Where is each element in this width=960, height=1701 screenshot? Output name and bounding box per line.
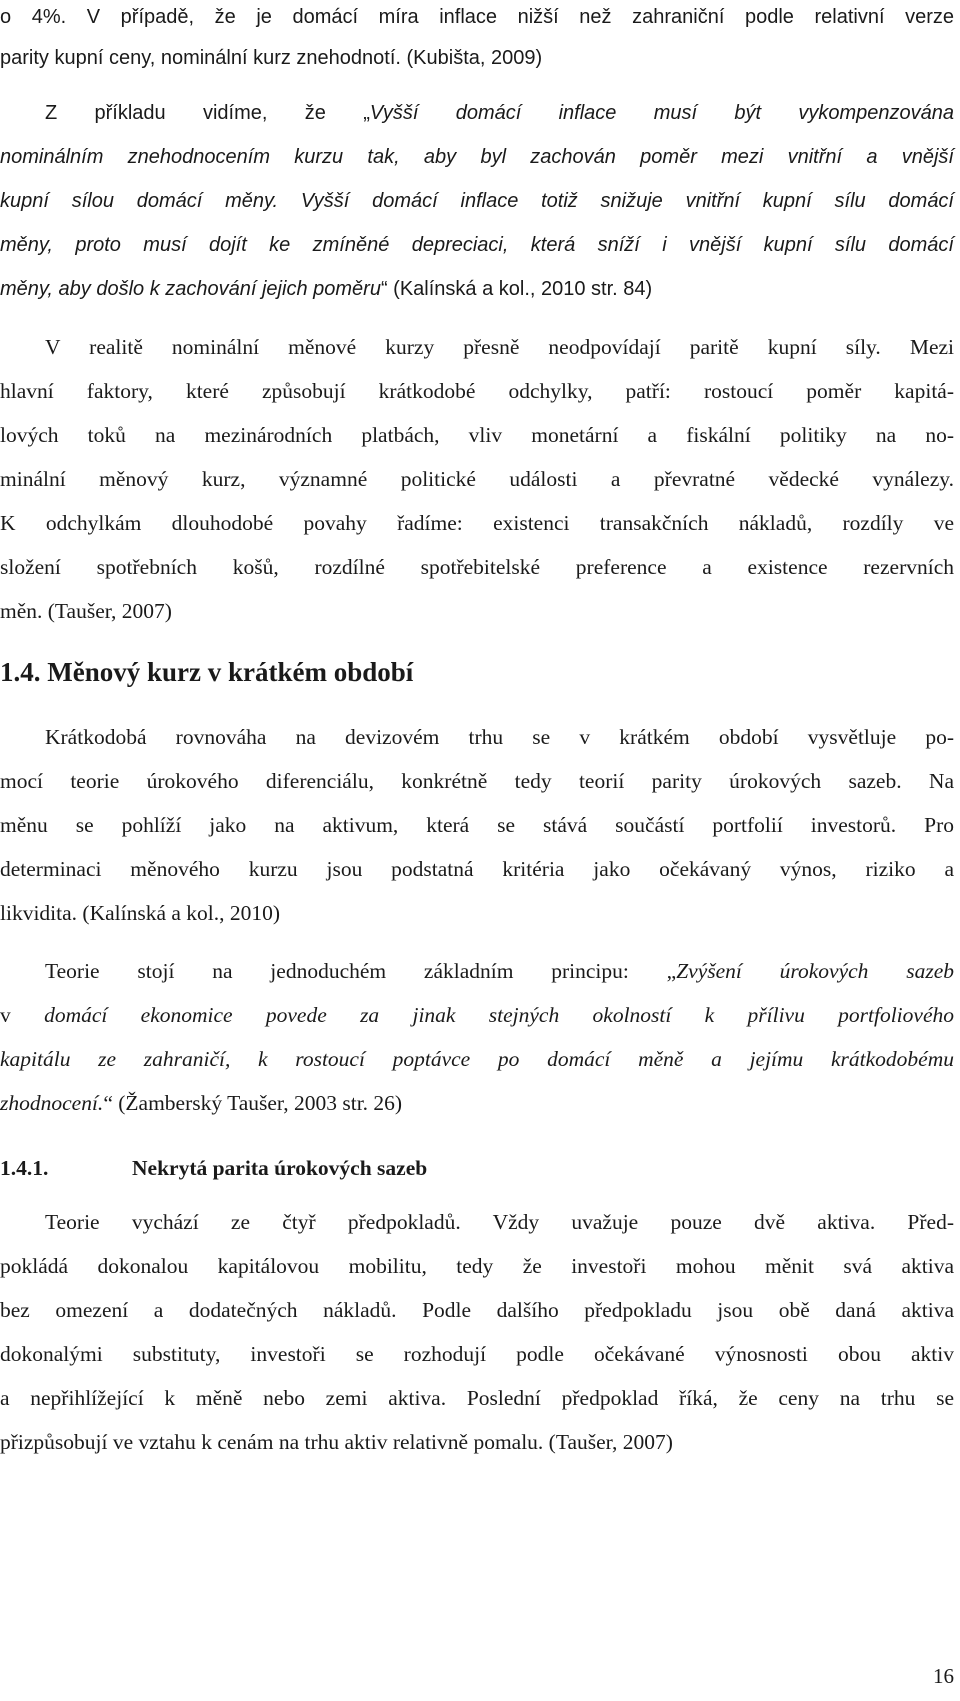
quote-italic: domácí ekonomice povede za jinak stejných okolností k přílivu portfoliového — [44, 1003, 954, 1027]
quote-line: kapitálu ze zahraničí, k rostoucí poptávce po domácí měně a jejímu krátkodobému — [0, 1047, 954, 1071]
text-line: měnu se pohlíží jako na aktivum, která se stává součástí portfolií investorů. Pro — [0, 813, 954, 837]
page-number: 16 — [933, 1664, 954, 1688]
section-heading: 1.4. Měnový kurz v krátkém období — [0, 657, 414, 687]
text-line: lových toků na mezinárodních platbách, vliv monetární a fiskální politiky na no- — [0, 423, 954, 447]
text-span: Z příkladu vidíme, že „ — [45, 102, 370, 124]
text-line: a nepřihlížející k měně nebo zemi aktiva. Poslední předpoklad říká, že ceny na trhu se — [0, 1386, 954, 1410]
text-line: likvidita. (Kalínská a kol., 2010) — [0, 901, 281, 925]
text-line: Krátkodobá rovnováha na devizovém trhu se v krátkém období vysvětluje po- — [45, 725, 954, 749]
text-line: minální měnový kurz, významné politické události a převratné vědecké vynálezy. — [0, 467, 954, 491]
quote-line: kupní sílou domácí měny. Vyšší domácí inflace totiž snižuje vnitřní kupní sílu domácí — [0, 190, 954, 212]
subsection-heading — [0, 1153, 954, 1183]
subsection-number: 1.4.1. — [0, 1156, 49, 1180]
quote-line: měny, proto musí dojít ke zmíněné depreciaci, která sníží i vnější kupní sílu domácí — [0, 234, 954, 256]
quote-line — [0, 1000, 954, 1030]
text-line — [0, 98, 954, 128]
text-span: v — [0, 1003, 45, 1027]
quote-italic: Zvýšení úrokových sazeb — [676, 959, 954, 983]
text-line: složení spotřebních košů, rozdílné spotřebitelské preference a existence rezervních — [0, 555, 954, 579]
text-line: pokládá dokonalou kapitálovou mobilitu, tedy že investoři mohou měnit svá aktiva — [0, 1254, 954, 1278]
text-line — [0, 1088, 954, 1118]
quote-italic: měny, aby došlo k zachování jejich poměru — [0, 278, 381, 300]
text-line: V realitě nominální měnové kurzy přesně neodpovídají paritě kupní síly. Mezi — [45, 335, 954, 359]
text-line: dokonalými substituty, investoři se rozhodují podle očekávané výnosnosti obou aktiv — [0, 1342, 954, 1366]
citation: “ (Kalínská a kol., 2010 str. 84) — [380, 278, 653, 300]
citation: “ (Žamberský Taušer, 2003 str. 26) — [103, 1091, 403, 1115]
text-line: parity kupní ceny, nominální kurz znehodnotí. (Kubišta, 2009) — [0, 47, 543, 69]
text-line: o 4%. V případě, že je domácí míra inflace nižší než zahraniční podle relativní verze — [0, 6, 954, 28]
text-line: měn. (Taušer, 2007) — [0, 599, 172, 623]
text-line: Teorie vychází ze čtyř předpokladů. Vždy uvažuje pouze dvě aktiva. Před- — [45, 1210, 954, 1234]
text-line: determinaci měnového kurzu jsou podstatná kritéria jako očekávaný výnos, riziko a — [0, 857, 954, 881]
text-line: K odchylkám dlouhodobé povahy řadíme: existenci transakčních nákladů, rozdíly ve — [0, 511, 954, 535]
text-line — [0, 274, 954, 304]
quote-line: nominálním znehodnocením kurzu tak, aby byl zachován poměr mezi vnitřní a vnější — [0, 146, 954, 168]
text-line: bez omezení a dodatečných nákladů. Podle dalšího předpokladu jsou obě daná aktiva — [0, 1298, 954, 1322]
text-line: hlavní faktory, které způsobují krátkodobé odchylky, patří: rostoucí poměr kapitá- — [0, 379, 954, 403]
subsection-title: Nekrytá parita úrokových sazeb — [132, 1156, 428, 1180]
text-line: mocí teorie úrokového diferenciálu, konkrétně tedy teorií parity úrokových sazeb. Na — [0, 769, 954, 793]
quote-italic: Vyšší domácí inflace musí být vykompenzována — [369, 102, 954, 124]
text-line — [0, 956, 954, 986]
text-line: přizpůsobují ve vztahu k cenám na trhu aktiv relativně pomalu. (Taušer, 2007) — [0, 1430, 673, 1454]
text-span: Teorie stojí na jednoduchém základním principu: „ — [45, 959, 677, 983]
quote-italic: zhodnocení. — [0, 1091, 104, 1115]
